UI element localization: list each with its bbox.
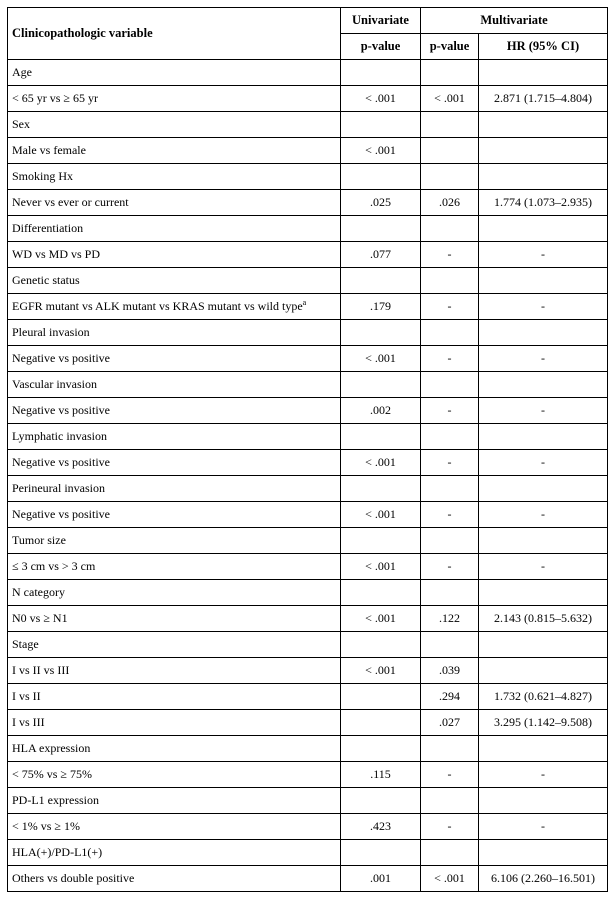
variable-cell	[8, 840, 341, 866]
multivariate-pvalue-cell	[421, 476, 479, 502]
hazard-ratio-cell	[479, 736, 608, 762]
hazard-ratio-cell: -	[479, 814, 608, 840]
hazard-ratio-cell: 6.106 (2.260–16.501)	[479, 866, 608, 892]
variable-cell	[8, 164, 341, 190]
table-row	[8, 476, 608, 502]
variable-label: < 65 yr vs ≥ 65 yr	[12, 91, 99, 105]
multivariate-pvalue-cell	[421, 216, 479, 242]
univariate-pvalue-cell	[341, 710, 421, 736]
table-row	[8, 372, 608, 398]
univariate-pvalue-cell	[341, 216, 421, 242]
variable-label: < 75% vs ≥ 75%	[12, 767, 93, 781]
table-row	[8, 398, 608, 424]
multivariate-pvalue-header: p-value	[421, 34, 479, 60]
variable-label: WD vs MD vs PD	[12, 247, 101, 261]
multivariate-pvalue-cell: -	[421, 346, 479, 372]
table-body	[8, 60, 608, 892]
variable-cell	[8, 502, 341, 528]
hazard-ratio-cell: -	[479, 554, 608, 580]
variable-cell	[8, 294, 341, 320]
hazard-ratio-cell: -	[479, 242, 608, 268]
hazard-ratio-cell: -	[479, 502, 608, 528]
hazard-ratio-cell	[479, 138, 608, 164]
variable-cell	[8, 242, 341, 268]
univariate-pvalue-cell: .025	[341, 190, 421, 216]
univariate-pvalue-cell: .002	[341, 398, 421, 424]
variable-label: Lymphatic invasion	[12, 429, 107, 443]
multivariate-pvalue-cell: -	[421, 554, 479, 580]
multivariate-pvalue-cell: .039	[421, 658, 479, 684]
hazard-ratio-cell: -	[479, 398, 608, 424]
multivariate-pvalue-cell: -	[421, 450, 479, 476]
multivariate-pvalue-cell	[421, 60, 479, 86]
variable-label: Sex	[12, 117, 30, 131]
univariate-pvalue-cell: < .001	[341, 554, 421, 580]
variable-cell	[8, 528, 341, 554]
variable-cell	[8, 788, 341, 814]
hazard-ratio-cell	[479, 840, 608, 866]
table-row	[8, 268, 608, 294]
univariate-pvalue-cell: < .001	[341, 450, 421, 476]
results-table	[7, 7, 608, 892]
hazard-ratio-cell: 3.295 (1.142–9.508)	[479, 710, 608, 736]
table-row	[8, 424, 608, 450]
univariate-pvalue-cell	[341, 320, 421, 346]
variable-label: Male vs female	[12, 143, 86, 157]
variable-label: EGFR mutant vs ALK mutant vs KRAS mutant vs wild type	[12, 299, 303, 313]
multivariate-pvalue-cell: -	[421, 242, 479, 268]
table-row	[8, 190, 608, 216]
hazard-ratio-cell	[479, 788, 608, 814]
univariate-pvalue-cell: < .001	[341, 138, 421, 164]
variable-cell	[8, 112, 341, 138]
multivariate-pvalue-cell	[421, 164, 479, 190]
multivariate-pvalue-cell: -	[421, 294, 479, 320]
multivariate-pvalue-cell	[421, 528, 479, 554]
variable-label: Perineural invasion	[12, 481, 105, 495]
table-row	[8, 554, 608, 580]
univariate-pvalue-cell: < .001	[341, 658, 421, 684]
table-row	[8, 788, 608, 814]
hazard-ratio-cell: -	[479, 762, 608, 788]
variable-cell	[8, 346, 341, 372]
variable-label: Others vs double positive	[12, 871, 135, 885]
variable-label: N0 vs ≥ N1	[12, 611, 68, 625]
univariate-pvalue-cell	[341, 112, 421, 138]
hazard-ratio-cell: -	[479, 346, 608, 372]
univariate-pvalue-cell: < .001	[341, 86, 421, 112]
univariate-pvalue-cell: < .001	[341, 502, 421, 528]
variable-cell	[8, 424, 341, 450]
multivariate-header: Multivariate	[421, 8, 608, 34]
variable-label: I vs III	[12, 715, 45, 729]
univariate-pvalue-cell	[341, 372, 421, 398]
multivariate-pvalue-cell: .294	[421, 684, 479, 710]
footnote-marker: a	[302, 298, 307, 307]
univariate-header: Univariate	[341, 8, 421, 34]
variable-label: Negative vs positive	[12, 507, 110, 521]
variable-label: HLA expression	[12, 741, 91, 755]
header-row-top	[8, 8, 608, 34]
variable-label: I vs II	[12, 689, 41, 703]
univariate-pvalue-cell	[341, 60, 421, 86]
table-row	[8, 242, 608, 268]
hazard-ratio-cell	[479, 112, 608, 138]
multivariate-pvalue-cell	[421, 424, 479, 450]
univariate-pvalue-cell: .077	[341, 242, 421, 268]
multivariate-pvalue-cell: .026	[421, 190, 479, 216]
table-row	[8, 294, 608, 320]
variable-label: Pleural invasion	[12, 325, 90, 339]
multivariate-pvalue-cell	[421, 840, 479, 866]
variable-label: Never vs ever or current	[12, 195, 129, 209]
hazard-ratio-cell	[479, 658, 608, 684]
multivariate-pvalue-cell: .027	[421, 710, 479, 736]
univariate-pvalue-cell	[341, 268, 421, 294]
univariate-pvalue-cell: < .001	[341, 346, 421, 372]
hazard-ratio-cell	[479, 528, 608, 554]
table-row	[8, 346, 608, 372]
univariate-pvalue-cell	[341, 424, 421, 450]
univariate-pvalue-cell	[341, 164, 421, 190]
variable-label: < 1% vs ≥ 1%	[12, 819, 81, 833]
univariate-pvalue-header: p-value	[341, 34, 421, 60]
variable-cell	[8, 710, 341, 736]
univariate-pvalue-cell	[341, 788, 421, 814]
table-row	[8, 320, 608, 346]
table-row	[8, 580, 608, 606]
variable-label: Negative vs positive	[12, 351, 110, 365]
hazard-ratio-cell: 1.732 (0.621–4.827)	[479, 684, 608, 710]
variable-cell	[8, 450, 341, 476]
univariate-pvalue-cell	[341, 840, 421, 866]
table-row	[8, 866, 608, 892]
variable-label: Negative vs positive	[12, 403, 110, 417]
variable-cell	[8, 138, 341, 164]
variable-label: I vs II vs III	[12, 663, 70, 677]
variable-label: Tumor size	[12, 533, 66, 547]
variable-header: Clinicopathologic variable	[8, 8, 341, 60]
variable-label: PD-L1 expression	[12, 793, 99, 807]
univariate-pvalue-cell	[341, 476, 421, 502]
table-row	[8, 60, 608, 86]
variable-cell	[8, 216, 341, 242]
univariate-pvalue-cell	[341, 684, 421, 710]
variable-label: Age	[12, 65, 32, 79]
variable-label: Smoking Hx	[12, 169, 74, 183]
variable-label: ≤ 3 cm vs > 3 cm	[12, 559, 96, 573]
hazard-ratio-cell	[479, 632, 608, 658]
multivariate-pvalue-cell	[421, 320, 479, 346]
table-row	[8, 450, 608, 476]
hazard-ratio-cell	[479, 268, 608, 294]
hazard-ratio-cell	[479, 164, 608, 190]
hazard-ratio-header: HR (95% CI)	[479, 34, 608, 60]
univariate-pvalue-cell	[341, 632, 421, 658]
hazard-ratio-cell: -	[479, 450, 608, 476]
univariate-pvalue-cell: .179	[341, 294, 421, 320]
table-row	[8, 684, 608, 710]
hazard-ratio-cell	[479, 580, 608, 606]
variable-label: N category	[12, 585, 65, 599]
table-row	[8, 710, 608, 736]
variable-cell	[8, 684, 341, 710]
univariate-pvalue-cell	[341, 736, 421, 762]
variable-label: Genetic status	[12, 273, 80, 287]
table-row	[8, 632, 608, 658]
variable-cell	[8, 866, 341, 892]
variable-label: HLA(+)/PD-L1(+)	[12, 845, 103, 859]
variable-cell	[8, 580, 341, 606]
univariate-pvalue-cell: .001	[341, 866, 421, 892]
multivariate-pvalue-cell: -	[421, 398, 479, 424]
table-row	[8, 164, 608, 190]
hazard-ratio-cell: 2.871 (1.715–4.804)	[479, 86, 608, 112]
table-row	[8, 216, 608, 242]
table-row	[8, 606, 608, 632]
multivariate-pvalue-cell	[421, 632, 479, 658]
variable-cell	[8, 554, 341, 580]
variable-label: Vascular invasion	[12, 377, 97, 391]
hazard-ratio-cell: -	[479, 294, 608, 320]
multivariate-pvalue-cell	[421, 268, 479, 294]
multivariate-pvalue-cell: -	[421, 762, 479, 788]
multivariate-pvalue-cell	[421, 372, 479, 398]
hazard-ratio-cell	[479, 320, 608, 346]
multivariate-pvalue-cell: < .001	[421, 86, 479, 112]
variable-cell	[8, 320, 341, 346]
table-row	[8, 528, 608, 554]
variable-cell	[8, 60, 341, 86]
variable-cell	[8, 398, 341, 424]
variable-cell	[8, 736, 341, 762]
hazard-ratio-cell	[479, 424, 608, 450]
variable-label: Stage	[12, 637, 39, 651]
table-row	[8, 138, 608, 164]
hazard-ratio-cell: 1.774 (1.073–2.935)	[479, 190, 608, 216]
hazard-ratio-cell	[479, 476, 608, 502]
variable-cell	[8, 632, 341, 658]
univariate-pvalue-cell	[341, 580, 421, 606]
hazard-ratio-cell	[479, 372, 608, 398]
table-row	[8, 736, 608, 762]
variable-cell	[8, 814, 341, 840]
table-row	[8, 502, 608, 528]
hazard-ratio-cell	[479, 60, 608, 86]
table-header	[8, 8, 608, 60]
multivariate-pvalue-cell: -	[421, 502, 479, 528]
variable-cell	[8, 762, 341, 788]
variable-cell	[8, 86, 341, 112]
multivariate-pvalue-cell	[421, 788, 479, 814]
hazard-ratio-cell: 2.143 (0.815–5.632)	[479, 606, 608, 632]
univariate-pvalue-cell: < .001	[341, 606, 421, 632]
table-row	[8, 840, 608, 866]
table-row	[8, 814, 608, 840]
table-row	[8, 658, 608, 684]
multivariate-pvalue-cell: < .001	[421, 866, 479, 892]
table-row	[8, 86, 608, 112]
variable-cell	[8, 372, 341, 398]
variable-cell	[8, 606, 341, 632]
multivariate-pvalue-cell: -	[421, 814, 479, 840]
variable-cell	[8, 658, 341, 684]
multivariate-pvalue-cell	[421, 736, 479, 762]
univariate-pvalue-cell: .115	[341, 762, 421, 788]
variable-cell	[8, 190, 341, 216]
variable-cell	[8, 476, 341, 502]
multivariate-pvalue-cell: .122	[421, 606, 479, 632]
multivariate-pvalue-cell	[421, 112, 479, 138]
variable-cell	[8, 268, 341, 294]
multivariate-pvalue-cell	[421, 138, 479, 164]
hazard-ratio-cell	[479, 216, 608, 242]
variable-label: Differentiation	[12, 221, 84, 235]
table-row	[8, 762, 608, 788]
univariate-pvalue-cell	[341, 528, 421, 554]
variable-label: Negative vs positive	[12, 455, 110, 469]
univariate-pvalue-cell: .423	[341, 814, 421, 840]
multivariate-pvalue-cell	[421, 580, 479, 606]
table-row	[8, 112, 608, 138]
